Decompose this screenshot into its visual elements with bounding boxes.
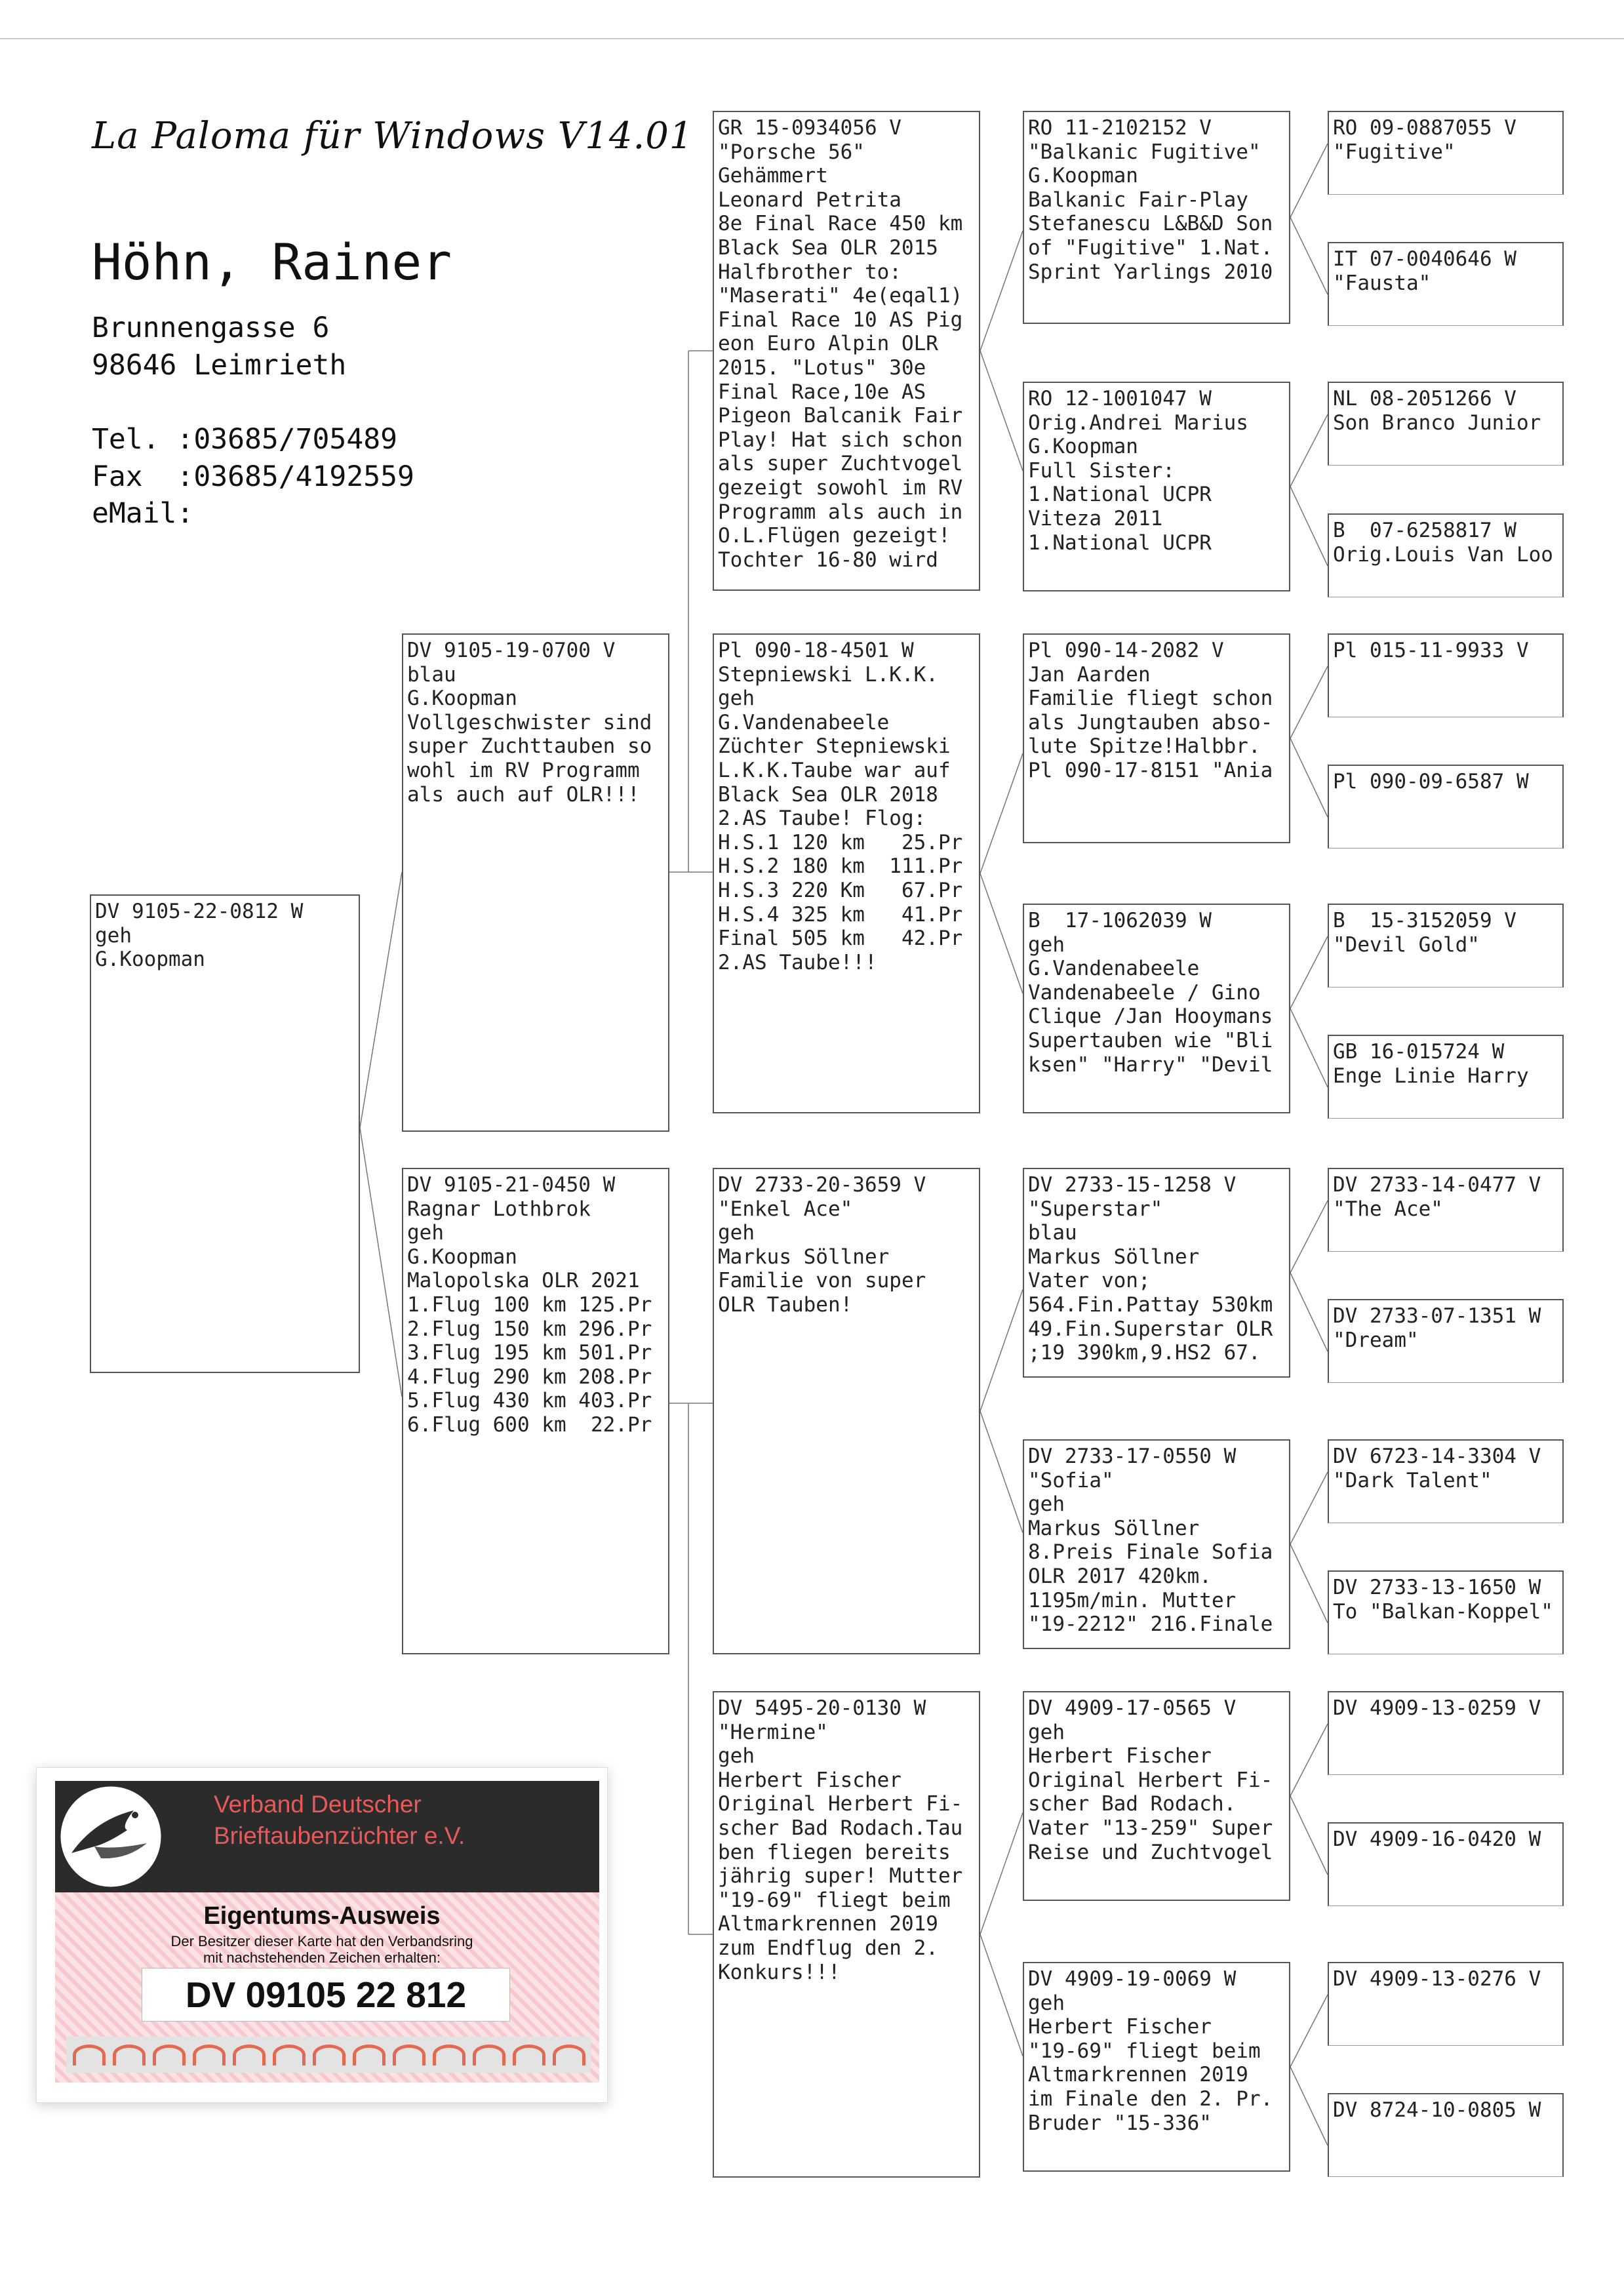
connector-line	[1290, 218, 1328, 295]
ring-number: DV 2733-07-1351 W	[1333, 1304, 1541, 1328]
pedigree-line: Play! Hat sich schon	[718, 428, 963, 452]
ring-number: GB 16-015724 W	[1333, 1040, 1505, 1064]
ring-number: DV 4909-19-0069 W	[1028, 1967, 1237, 1991]
pedigree-box-g5-0	[1328, 111, 1564, 195]
pedigree-line: Jan Aarden	[1028, 662, 1151, 687]
ring-number: DV 2733-20-3659 V	[718, 1173, 926, 1197]
pedigree-line: 1195m/min. Mutter	[1028, 1588, 1237, 1612]
owner-name: Höhn, Rainer	[92, 233, 452, 291]
pedigree-line: Ragnar Lothbrok	[407, 1197, 591, 1221]
connector-line	[1290, 1724, 1328, 1796]
connector-line	[1290, 144, 1328, 218]
pedigree-line: "Superstar"	[1028, 1197, 1163, 1221]
pedigree-line: Markus Söllner	[1028, 1516, 1200, 1540]
pedigree-box-g5-13	[1328, 1822, 1564, 1906]
ring-number: DV 2733-17-0550 W	[1028, 1445, 1237, 1468]
pedigree-box-g5-5	[1328, 765, 1564, 848]
pedigree-line: Markus Söllner	[1028, 1245, 1200, 1269]
chevron-ornament-icon	[513, 2045, 545, 2066]
pedigree-line: Herbert Fischer	[1028, 1744, 1212, 1768]
pedigree-line: G.Koopman	[407, 1245, 517, 1269]
ring-number: GR 15-0934056 V	[718, 116, 901, 140]
pedigree-line: "Dark Talent"	[1333, 1468, 1492, 1492]
pedigree-line: H.S.4 325 km 41.Pr	[718, 902, 963, 927]
ring-number: Pl 090-09-6587 W	[1333, 770, 1529, 793]
pedigree-line: eon Euro Alpin OLR	[718, 332, 938, 356]
pigeon-logo-icon	[55, 1781, 167, 1892]
connector-line	[980, 1813, 1023, 1935]
pedigree-line: geh	[407, 1221, 444, 1245]
pedigree-line: "Dream"	[1333, 1328, 1419, 1352]
pedigree-line: "Balkanic Fugitive"	[1028, 140, 1261, 164]
pedigree-line: geh	[718, 1744, 755, 1768]
pedigree-line: "19-69" fliegt beim	[718, 1888, 951, 1912]
pedigree-line: Herbert Fischer	[718, 1768, 901, 1792]
pedigree-box-g5-3	[1328, 513, 1564, 597]
connector-line	[980, 231, 1023, 351]
pedigree-line: Supertauben wie "Bli	[1028, 1028, 1273, 1052]
pedigree-box-fmf	[1023, 633, 1290, 843]
pedigree-line: 6.Flug 600 km 22.Pr	[407, 1412, 652, 1437]
pedigree-line: G.Koopman	[1028, 435, 1138, 459]
connector-line	[980, 753, 1023, 873]
pedigree-line: "Maserati" 4e(eqal1)	[718, 284, 963, 308]
pedigree-line: Vater von;	[1028, 1269, 1151, 1293]
pedigree-line: "Fausta"	[1333, 271, 1431, 295]
pedigree-line: Halfbrother to:	[718, 260, 901, 284]
pedigree-line: Pl 090-17-8151 "Ania	[1028, 758, 1273, 782]
pedigree-box-mm	[713, 1691, 980, 2178]
pedigree-line: Gehämmert	[718, 164, 828, 188]
pedigree-box-fm	[713, 633, 980, 1113]
ring-number: DV 4909-13-0259 V	[1333, 1696, 1541, 1720]
pedigree-box-g5-9	[1328, 1299, 1564, 1383]
pedigree-line: "Devil Gold"	[1333, 932, 1480, 957]
connector-line	[1290, 1544, 1328, 1623]
ring-number: DV 4909-13-0276 V	[1333, 1967, 1541, 1991]
chevron-ornament-icon	[553, 2045, 585, 2066]
pedigree-line: Original Herbert Fi-	[1028, 1768, 1273, 1792]
chevron-ornament-icon	[193, 2045, 226, 2066]
pedigree-line: Familie fliegt schon	[1028, 687, 1273, 711]
chevron-ornament-icon	[433, 2045, 465, 2066]
pedigree-line: Familie von super	[718, 1269, 926, 1293]
ring-number: B 15-3152059 V	[1333, 909, 1516, 932]
ring-number: RO 11-2102152 V	[1028, 116, 1212, 140]
card-text-line1: Der Besitzer dieser Karte hat den Verbandsring	[170, 1933, 473, 1949]
pedigree-line: "19-69" fliegt beim	[1028, 2039, 1261, 2063]
ownership-card	[36, 1767, 608, 2103]
connector-line	[1290, 1008, 1328, 1087]
pedigree-line: 1.Flug 100 km 125.Pr	[407, 1292, 652, 1317]
connector-line	[1290, 414, 1328, 487]
ring-number: IT 07-0040646 W	[1333, 247, 1516, 271]
ring-number: Pl 015-11-9933 V	[1333, 639, 1529, 662]
owner-email: eMail:	[92, 497, 194, 530]
pedigree-line: 5.Flug 430 km 403.Pr	[407, 1389, 652, 1413]
ring-number: DV 8724-10-0805 W	[1333, 2098, 1541, 2122]
ring-number: DV 6723-14-3304 V	[1333, 1445, 1541, 1468]
pedigree-box-mother	[402, 1168, 669, 1654]
pedigree-line: OLR 2017 420km.	[1028, 1564, 1212, 1588]
pedigree-line: Final Race 10 AS Pig	[718, 308, 963, 332]
card-chevron-strip	[66, 2037, 591, 2073]
ring-number: RO 09-0887055 V	[1333, 116, 1516, 140]
pedigree-line: geh	[718, 1221, 755, 1245]
pedigree-line: 8e Final Race 450 km	[718, 212, 963, 236]
owner-city: 98646 Leimrieth	[92, 349, 347, 382]
ring-number: NL 08-2051266 V	[1333, 387, 1516, 410]
pedigree-line: Stefanescu L&B&D Son	[1028, 212, 1273, 236]
pedigree-line: ksen" "Harry" "Devil	[1028, 1052, 1273, 1077]
pedigree-line: ben fliegen bereits	[718, 1840, 951, 1864]
pedigree-line: G.Koopman	[407, 687, 517, 711]
pedigree-line: H.S.2 180 km 111.Pr	[718, 854, 963, 879]
pedigree-box-g5-1	[1328, 242, 1564, 326]
pedigree-line: Enge Linie Harry	[1333, 1064, 1529, 1088]
chevron-ornament-icon	[233, 2045, 266, 2066]
pedigree-line: geh	[1028, 1991, 1065, 2015]
pedigree-box-g5-15	[1328, 2093, 1564, 2177]
pedigree-line: Reise und Zuchtvogel	[1028, 1840, 1273, 1864]
pedigree-box-g5-7	[1328, 1035, 1564, 1119]
pedigree-line: geh	[1028, 1492, 1065, 1517]
pedigree-line: gezeigt sowohl im RV	[718, 475, 963, 500]
pedigree-line: geh	[1028, 932, 1065, 957]
pedigree-line: To "Balkan-Koppel"	[1333, 1599, 1553, 1624]
pedigree-box-g5-4	[1328, 633, 1564, 717]
pedigree-line: H.S.1 120 km 25.Pr	[718, 830, 963, 854]
pedigree-line: "Hermine"	[718, 1720, 828, 1744]
card-org-line1: Verband Deutscher	[214, 1791, 422, 1818]
pedigree-line: G.Vandenabeele	[718, 710, 890, 734]
pedigree-box-ff	[713, 111, 980, 591]
pedigree-line: Viteza 2011	[1028, 506, 1163, 530]
chevron-ornament-icon	[73, 2045, 106, 2066]
pedigree-box-mfm	[1023, 1439, 1290, 1649]
pedigree-line: "Sofia"	[1028, 1468, 1114, 1492]
pedigree-line: 564.Fin.Pattay 530km	[1028, 1292, 1273, 1317]
pedigree-line: geh	[718, 687, 755, 711]
ring-number: Pl 090-14-2082 V	[1028, 639, 1224, 662]
ring-number: B 17-1062039 W	[1028, 909, 1212, 932]
pedigree-line: H.S.3 220 Km 67.Pr	[718, 878, 963, 902]
pedigree-line: "Enkel Ace"	[718, 1197, 853, 1221]
pedigree-line: Züchter Stepniewski	[718, 734, 951, 759]
ring-number: B 07-6258817 W	[1333, 519, 1516, 542]
pedigree-box-subject	[90, 894, 360, 1373]
pedigree-line: geh	[95, 923, 132, 948]
connector-line	[1290, 666, 1328, 738]
chevron-ornament-icon	[313, 2045, 346, 2066]
pedigree-line: 4.Flug 290 km 208.Pr	[407, 1365, 652, 1389]
pedigree-line: G.Vandenabeele	[1028, 957, 1200, 981]
pedigree-line: Leonard Petrita	[718, 188, 901, 212]
pedigree-line: Son Branco Junior	[1333, 410, 1541, 435]
chevron-ornament-icon	[473, 2045, 505, 2066]
ring-number: DV 2733-14-0477 V	[1333, 1173, 1541, 1197]
pedigree-line: 1.National UCPR	[1028, 483, 1212, 507]
pedigree-line: G.Koopman	[1028, 164, 1138, 188]
pedigree-line: 3.Flug 195 km 501.Pr	[407, 1341, 652, 1365]
pedigree-box-g5-8	[1328, 1168, 1564, 1252]
pedigree-line: Sprint Yarlings 2010	[1028, 260, 1273, 284]
connector-line	[980, 873, 1023, 993]
pedigree-box-mf	[713, 1168, 980, 1654]
pedigree-line: scher Bad Rodach.Tau	[718, 1816, 963, 1840]
pedigree-line: Altmarkrennen 2019	[1028, 2063, 1248, 2087]
pedigree-line: "19-2212" 216.Finale	[1028, 1612, 1273, 1637]
pedigree-line: als Jungtauben abso-	[1028, 710, 1273, 734]
pedigree-line: L.K.K.Taube war auf	[718, 758, 951, 782]
pedigree-line: Tochter 16-80 wird	[718, 548, 938, 572]
card-text-line2: mit nachstehenden Zeichen erhalten:	[203, 1949, 441, 1966]
pedigree-box-fff	[1023, 111, 1290, 324]
pedigree-line: Vollgeschwister sind	[407, 710, 652, 734]
software-signature: La Paloma für Windows V14.01	[92, 115, 694, 157]
pedigree-line: Full Sister:	[1028, 458, 1175, 483]
pedigree-line: Orig.Louis Van Loo	[1333, 542, 1553, 567]
pedigree-line: 8.Preis Finale Sofia	[1028, 1540, 1273, 1565]
pedigree-line: scher Bad Rodach.	[1028, 1792, 1237, 1816]
chevron-ornament-icon	[153, 2045, 186, 2066]
chevron-ornament-icon	[113, 2045, 146, 2066]
connector-line	[1290, 1201, 1328, 1273]
pedigree-box-fmm	[1023, 904, 1290, 1113]
pedigree-box-mff	[1023, 1168, 1290, 1378]
pedigree-box-mmm	[1023, 1962, 1290, 2172]
connector-line	[980, 1411, 1023, 1533]
ring-number: DV 9105-22-0812 W	[95, 900, 304, 923]
pedigree-line: of "Fugitive" 1.Nat.	[1028, 235, 1273, 260]
connector-line	[1290, 1796, 1328, 1875]
connector-line	[1290, 1995, 1328, 2067]
pedigree-line: als auch auf OLR!!!	[407, 782, 640, 807]
pedigree-line: Konkurs!!!	[718, 1960, 841, 1984]
pedigree-line: blau	[1028, 1221, 1077, 1245]
card-org-line2: Brieftaubenzüchter e.V.	[214, 1822, 465, 1849]
pedigree-box-ffm	[1023, 382, 1290, 591]
pedigree-line: zum Endflug den 2.	[718, 1936, 938, 1960]
card-text	[37, 1933, 607, 1966]
pedigree-line: 1.National UCPR	[1028, 530, 1212, 555]
ring-number: DV 4909-17-0565 V	[1028, 1696, 1237, 1720]
pedigree-box-father	[402, 633, 669, 1132]
pedigree-line: OLR Tauben!	[718, 1292, 853, 1317]
pedigree-line: O.L.Flügen gezeigt!	[718, 524, 951, 548]
pedigree-line: Final Race,10e AS	[718, 380, 926, 404]
chevron-ornament-icon	[273, 2045, 306, 2066]
connector-line	[360, 872, 402, 1128]
pedigree-box-g5-11	[1328, 1570, 1564, 1654]
pedigree-line: Markus Söllner	[718, 1245, 890, 1269]
ring-number: DV 9105-21-0450 W	[407, 1173, 616, 1197]
connector-line	[1290, 738, 1328, 817]
pedigree-line: Stepniewski L.K.K.	[718, 662, 938, 687]
pedigree-box-g5-12	[1328, 1691, 1564, 1775]
pedigree-box-g5-2	[1328, 382, 1564, 466]
pedigree-line: Altmarkrennen 2019	[718, 1912, 938, 1936]
connector-line	[1290, 936, 1328, 1008]
ring-number: DV 5495-20-0130 W	[718, 1696, 926, 1720]
connector-line	[980, 351, 1023, 471]
ring-number: DV 2733-13-1650 W	[1333, 1576, 1541, 1599]
owner-fax: Fax :03685/4192559	[92, 460, 414, 493]
connector-line	[360, 1128, 402, 1397]
pedigree-box-mmf	[1023, 1691, 1290, 1901]
pedigree-line: Original Herbert Fi-	[718, 1792, 963, 1816]
ring-number: DV 9105-19-0700 V	[407, 639, 616, 662]
chevron-ornament-icon	[353, 2045, 386, 2066]
pedigree-line: 2.AS Taube! Flog:	[718, 807, 926, 831]
pedigree-box-g5-14	[1328, 1962, 1564, 2046]
pedigree-line: im Finale den 2. Pr.	[1028, 2086, 1273, 2111]
ring-number: DV 2733-15-1258 V	[1028, 1173, 1237, 1197]
pedigree-line: Clique /Jan Hooymans	[1028, 1005, 1273, 1029]
pedigree-line: Malopolska OLR 2021	[407, 1269, 640, 1293]
ring-number: RO 12-1001047 W	[1028, 387, 1212, 410]
pedigree-line: geh	[1028, 1720, 1065, 1744]
card-title: Eigentums-Ausweis	[203, 1902, 441, 1930]
owner-tel: Tel. :03685/705489	[92, 423, 397, 456]
pedigree-line: "The Ace"	[1333, 1197, 1443, 1221]
chevron-ornament-icon	[393, 2045, 426, 2066]
pedigree-line: Programm als auch in	[718, 500, 963, 524]
pedigree-line: ;19 390km,9.HS2 67.	[1028, 1341, 1261, 1365]
owner-street: Brunnengasse 6	[92, 311, 330, 344]
pedigree-line: G.Koopman	[95, 948, 205, 972]
connector-line	[980, 1290, 1023, 1412]
pedigree-box-g5-10	[1328, 1439, 1564, 1523]
pedigree-line: Vandenabeele / Gino	[1028, 980, 1261, 1005]
pedigree-line: Bruder "15-336"	[1028, 2111, 1212, 2135]
pedigree-line: wohl im RV Programm	[407, 758, 640, 782]
pedigree-line: Herbert Fischer	[1028, 2015, 1212, 2039]
card-ring-number: DV 09105 22 812	[142, 1968, 510, 2022]
pedigree-line: 2.AS Taube!!!	[718, 950, 877, 974]
pedigree-line: lute Spitze!Halbbr.	[1028, 734, 1261, 759]
connector-line	[980, 1934, 1023, 2056]
pedigree-line: Orig.Andrei Marius	[1028, 410, 1248, 435]
connector-line	[1290, 2067, 1328, 2145]
pedigree-line: blau	[407, 662, 456, 687]
pedigree-line: Black Sea OLR 2018	[718, 782, 938, 807]
connector-line	[1290, 487, 1328, 566]
connector-line	[1290, 1273, 1328, 1351]
ring-number: DV 4909-16-0420 W	[1333, 1827, 1541, 1851]
pedigree-line: als super Zuchtvogel	[718, 452, 963, 476]
pedigree-line: super Zuchttauben so	[407, 734, 652, 759]
connector-line	[1290, 1472, 1328, 1544]
pedigree-line: Pigeon Balcanik Fair	[718, 404, 963, 428]
pedigree-box-g5-6	[1328, 904, 1564, 988]
pedigree-line: "Porsche 56"	[718, 140, 865, 164]
pedigree-line: Black Sea OLR 2015	[718, 235, 938, 260]
pedigree-line: 2.Flug 150 km 296.Pr	[407, 1317, 652, 1341]
ring-number: Pl 090-18-4501 W	[718, 639, 914, 662]
pedigree-line: Vater "13-259" Super	[1028, 1816, 1273, 1840]
card-organization	[214, 1789, 465, 1852]
pedigree-line: 49.Fin.Superstar OLR	[1028, 1317, 1273, 1341]
pedigree-line: Balkanic Fair-Play	[1028, 188, 1248, 212]
pedigree-line: "Fugitive"	[1333, 140, 1456, 164]
pedigree-line: Final 505 km 42.Pr	[718, 927, 963, 951]
pedigree-line: jährig super! Mutter	[718, 1864, 963, 1888]
pedigree-line: 2015. "Lotus" 30e	[718, 355, 926, 380]
